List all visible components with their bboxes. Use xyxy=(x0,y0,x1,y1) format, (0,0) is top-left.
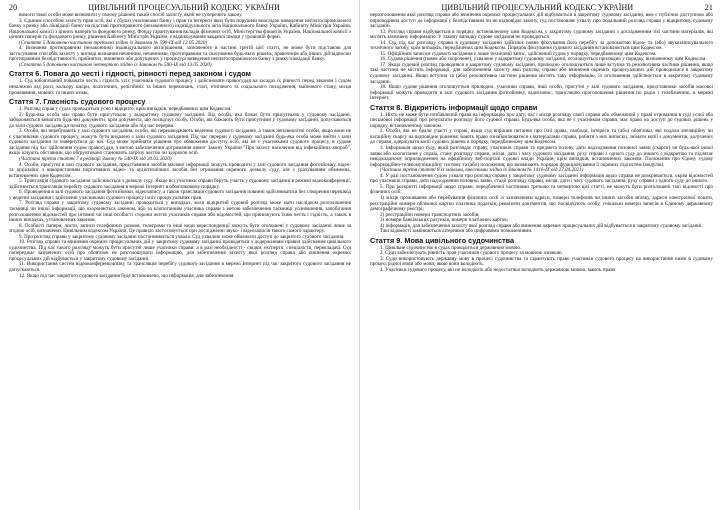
paragraph: 6. Проведення в залі судового засідання фотозйомки, відеозапису, а також трансляція судового засідання повинні здійснюватися без створення перешкод у веденні засідання і здійсненні учасниками судового процесу їхніх процесуальних прав. xyxy=(9,189,351,201)
article-heading: Стаття 7. Гласність судового процесу xyxy=(9,97,146,107)
paragraph: 10. Розгляд справи та вчинення окремих процесуальних дій у закритому судовому засіданні проводяться з додержанням правил здійснення цивільного судочинства. Під час такого розгляду можуть бути присутні лише учасники справи, а в разі необхідності - свідки, експерти, спеціалісти, перекладачі. Суд попереджає зазначених осіб про обов'язок не розголошувати інформацію, для забезпечення захисту якої розгляд справи або вчинення окремих процесуальних дій відбувається у закритому судовому засіданні. xyxy=(9,239,351,262)
paragraph: 14. Суд під час розгляду справи в судовому засіданні здійснює повне фіксування його перебігу за допомогою відео- та (або) звукозаписувального технічного засобу, крім випадків, передбачених цим Кодексом. Порядок фіксування судового засідання встановлюється цим Кодексом. xyxy=(370,39,713,52)
paragraph: 2. Особи, які не брали участі у справі, якщо суд вирішив питання про їхні права, свободи, інтереси та (або) обов'язки, які подали апеляційну чи касаційну скаргу на відповідне рішення, мають право ознайомлюватися з матеріалами справи, робити з них виписки, знімати копії з документів, долучених до справи, одержувати копії судових рішень в порядку, передбаченому цим Кодексом. xyxy=(370,128,713,146)
paragraph: 2. Суди забезпечують рівність прав учасників судового процесу за мовною ознакою. xyxy=(380,250,563,257)
paragraph: 3. Інформація щодо суду, який розглядає справу, учасників справи та предмета позову, дати надходження позовної заяви (скарги) чи будь-якої іншої заяви або клопотання у справі, стану розгляду справи, місця, дати і часу судового засідання, руху справи з одного суду до іншого є відкритою та підлягає невідкладному оприлюдненню на офіційному веб-порталі судової влади України, крім випадків, встановлених законом. Положення про Єдину судову інформаційно-телекомунікаційну систему та (або) положення, що визначають порядок функціонування її окремих підсистем (модулів). xyxy=(370,145,713,168)
paragraph: 18. Якщо судове рішення оголошується прилюдно, учасники справи, інші особи, присутні у залі судового засідання, представники засобів масової інформації можуть проводити в залі судового засідання фотозйомку, відеозапис, трансляцію проголошення рішення по радіо і телебаченню, в мережі Інтернет. xyxy=(370,84,713,102)
paragraph: 12. Якщо під час закритого судового засідання буде встановлено, що інформація, для забезпечення xyxy=(19,272,234,279)
paragraph: 3. Єдиним способом захисту прав осіб, які є (були) учасниками банку і прав та інтереси яких були порушені внаслідок виведення неплатоспроможного банку з ринку або ліквідації банку на підставі протиправного (незаконного) індивідуального акта Національного банку України, Кабінету Міністрів України, Національної комісії з цінних паперів та фондового ринку, Фонду гарантування вкладів фізичних осіб, Міністерства фінансів України, Національної комісії з цінних паперів та фондового ринку, рішення Кабінету Міністрів України, є відшкодування завданої шкоди у грошовій формі. xyxy=(9,17,351,41)
paragraph: 13. Розгляд справи відбувається в порядку, встановленому цим Кодексом, у закритому судовому засіданні з дослідженням тієї частини матеріалів, які містять зазначену інформацію. У такому випадку судове засідання не проводиться. xyxy=(370,28,713,41)
paragraph: нерозголошення якої розгляд справи або вчинення окремих процесуальних дій відбувається в закритому судовому засіданні, вже є публічно доступною або оприлюднена доступ до інформації є безпідставним чи не відповідає закону, суд постановляє ухвалу про подальший розгляд справи у відкритому судовому засіданні. xyxy=(370,12,713,30)
paragraph: 17. Якщо судовий розгляд проводився в закритому судовому засіданні, прилюдно оголошуються лише вступна та резолютивна частини рішення, якщо такі частини не містять інформації, для забезпечення захисту якої розгляд справи або вчинення окремих процесуальних дій проводилися в закритому судовому засіданні. Якщо вступна та (або) резолютивна частини рішення містять таку інформацію, їх оголошення здійснюється в закритому судовому засіданні. xyxy=(370,61,713,85)
paragraph: 16. Судове рішення (повне або скорочене), ухвалене у відкритому судовому засіданні, оголошується прилюдно у порядку, визначеному цим Кодексом. xyxy=(380,56,707,63)
right-page-body xyxy=(370,13,713,274)
paragraph: 4. Учасники судового процесу, які не володіють або недостатньо володіють державною мовою, мають право xyxy=(380,266,616,273)
paragraph: 4) інформація, для забезпечення захисту якої розгляд справи або вчинення окремих процесуальних дій відбувається в закритому судовому засіданні. xyxy=(380,222,703,229)
paragraph: 1. Цивільне судочинство в судах провадиться державною мовою. xyxy=(380,244,522,251)
page-number: 20 xyxy=(9,3,18,12)
amendment-note: (Статтю 5 доповнено частиною четвертою згідно із Законом № 590-IX від 13.05.2020) xyxy=(19,61,212,68)
paragraph: 3) номери банківських рахунків, номери платіжних карток; xyxy=(380,217,509,224)
paragraph: 7. Розгляд справи у закритому судовому засіданні проводиться у випадках, коли відкритий судовий розгляд може мати наслідком розголошення таємниці чи іншої інформації, що охороняється законом, або за клопотанням учасника справи з метою забезпечення таємниці усиновлення, запобігання розголошенню відомостей про інтимні чи інші особисті сторони життя учасників справи або відомостей, що принижують їхню честь і гідність, а також в інших випадках, установлених законом. xyxy=(9,200,351,224)
paragraph: 3. Суди використовують державну мову в процесі судочинства та гарантують право учасників судового процесу на використання ними в судовому процесі рідної мови або мови, якою вони володіють. xyxy=(370,255,713,268)
paragraph: 5. Трансляція судового засідання здійснюється з дозволу суду. Якщо всі учасники справи беруть участь у судовому засіданні в режимі відеоконференції, здійснюється трансляція перебігу судового засідання в мережі Інтернет в обов'язковому порядку. xyxy=(9,178,351,190)
article-heading: Стаття 8. Відкритість інформації щодо справи xyxy=(370,102,538,112)
paragraph: 8. Особисті папери, листи, записи телефонних розмов, телеграми та інші види кореспонденції можуть бути оголошені у судовому засіданні лише за згодою осіб, визначених Цивільним кодексом України. Це правило застосовується при дослідженні звуко- і відеозаписів такого самого характеру. xyxy=(9,222,351,235)
paragraph: 15. Офіційним записом судового засідання є лише технічний запис, здійснений судом у порядку, передбаченому цим Кодексом. xyxy=(380,50,657,57)
left-page-header xyxy=(9,3,351,12)
paragraph: вимоги такої особи може визначити у своєму рішенні такий спосіб захисту, який не суперечить закону. xyxy=(19,12,243,18)
paragraph: 2) реєстраційні номери транспортних засобів; xyxy=(380,211,480,218)
paragraph: 1) місце проживання або перебування фізичних осіб із зазначенням адреси, номери телефонів чи інших засобів зв'язку, адреси електронної пошти, реєстраційні номери облікової картки платника податків, реквізити документів, що посвідчують особу, унікальні номери записів в Єдиному державному демографічному реєстрі; xyxy=(370,194,713,213)
right-page xyxy=(360,0,720,510)
left-page-body xyxy=(9,13,351,279)
paragraph: 4. Особи, присутні в залі судового засідання, представники засобів масової інформації можуть проводити у залі судового засідання фотозйомку, відео- та аудіозапис з використанням портативних відео- та аудіотехнічних засобів без отримання окремого дозволу суду, але з урахуванням обмежень, встановлених цим Кодексом. xyxy=(9,161,351,179)
running-title: ЦИВІЛЬНИЙ ПРОЦЕСУАЛЬНИЙ КОДЕКС УКРАЇНИ xyxy=(88,3,280,12)
paragraph: Такі відомості замінюються літерними або цифровими позначеннями. xyxy=(380,228,533,235)
right-page-header xyxy=(370,3,713,12)
page-number: 21 xyxy=(704,3,713,12)
paragraph: 1. Ніхто не може бути позбавлений права на інформацію про дату, час і місце розгляду своєї справи або обмежений у праві отримання в суді усної або письмової інформації про результати розгляду його судової справи. Будь-яка особа, яка не є учасником справи, має право на доступ до судових рішень у порядку, встановленому законом. xyxy=(370,111,713,129)
paragraph: 1. Розгляд справ у судах проводиться усно і відкрито, крім випадків, передбачених цим Кодексом. xyxy=(19,106,232,113)
paragraph: 5. При розкритті інформації щодо справи, передбаченої частинами третьою та четвертою цієї статті, не можуть бути розголошені такі відомості про фізичних осіб: xyxy=(370,183,713,196)
paragraph: 4. Визнання протиправним (незаконним) індивідуального акта/рішення, зазначеного в частині третій цієї статті, не може бути підставою для застосування способів захисту у вигляді визнання нечинним, нечинними, протиправним та скасування будь-яких рішень, правочинів або інших дій/відносин протиправним безпідставності, прийнятих, вчинених або допущених у процедурі виведення неплатоспроможного банку з ринку/ліквідації банку. xyxy=(9,45,351,63)
paragraph: 11. Використання систем відеоконференцзв'язку та трансляція перебігу судового засідання в мережі Інтернет під час закритого судового засідання не допускаються. xyxy=(9,261,351,273)
article-heading: Стаття 9. Мова цивільного судочинства xyxy=(370,235,515,245)
paragraph: 2. Будь-яка особа має право бути присутньою у відкритому судовому засіданні. Від особи, яка бажає бути присутньою у судовому засіданні, забороняється вимагати будь-які документи, крім документа, що посвідчує особу. Особи, які бажають бути присутніми у судовому засіданні, допускаються до зали судових засідань до початку судового засідання або під час перерви. xyxy=(9,111,351,129)
paragraph: 3. Особи, які перебувають у залі судового засідання, особи, які перешкоджають веденню судового засідання, а також неповнолітні особи, якщо вони не є учасниками судового процесу, можуть бути видалені з зали судового засідання. Під час перерви у судовому засіданні будь-яка особа може вийти з зали судового засідання та повернутися до неї. Суд може прийняти рішення про обмеження доступу осіб, які не є учасниками судового процесу, в судове засідання під час здійснення судом правосуддя, з метою забезпечення дотримання вимог Закону України "Про захист населення від інфекційних хвороб", якщо існують обставини, що обґрунтовано становлять загрозу життю чи здоров'ю осіб. xyxy=(9,128,351,157)
running-title: ЦИВІЛЬНИЙ ПРОЦЕСУАЛЬНИЙ КОДЕКС УКРАЇНИ xyxy=(441,3,634,12)
article-heading: Стаття 6. Повага до честі і гідності, рівності перед законом і судом xyxy=(9,69,251,79)
paragraph: 1. Суд зобов'язаний поважати честь і гідність усіх учасників судового процесу і здійснювати правосуддя на засадах їх рівності перед законом і судом незалежно від раси, кольору шкіри, політичних, релігійних та інших переконань, статі, етнічного та соціального походження, майнового стану, місця проживання, мовних та інших ознак. xyxy=(9,78,351,96)
amendment-note: (Частина третя статті 7 в редакції Закону № 540-IX від 30.03.2020) xyxy=(19,156,172,163)
amendment-note: (Частина третя статті 8 із змінами, внесеними згідно із Законом № 1416-IX від 27.04.2021) xyxy=(380,167,584,174)
paragraph: 4. У разі постановлення судом ухвали про розгляд справи у закритому судовому засіданні інформація щодо справи не розкривається, окрім відомостей про учасників справи, дати надходження позовної заяви, стадії розгляду справи, місця, дати і часу судового засідання, руху справи з одного суду до іншого. xyxy=(370,172,713,185)
amendment-note: (Статтю 5 доповнено частиною третьою згідно із Законом № 590-IX від 13.05.2020) xyxy=(19,39,208,46)
paragraph: 9. Про розгляд справи у закритому судовому засіданні постановляється ухвала. Суд ухвалою може обмежити доступ до закритого судового засідання. xyxy=(19,233,345,240)
